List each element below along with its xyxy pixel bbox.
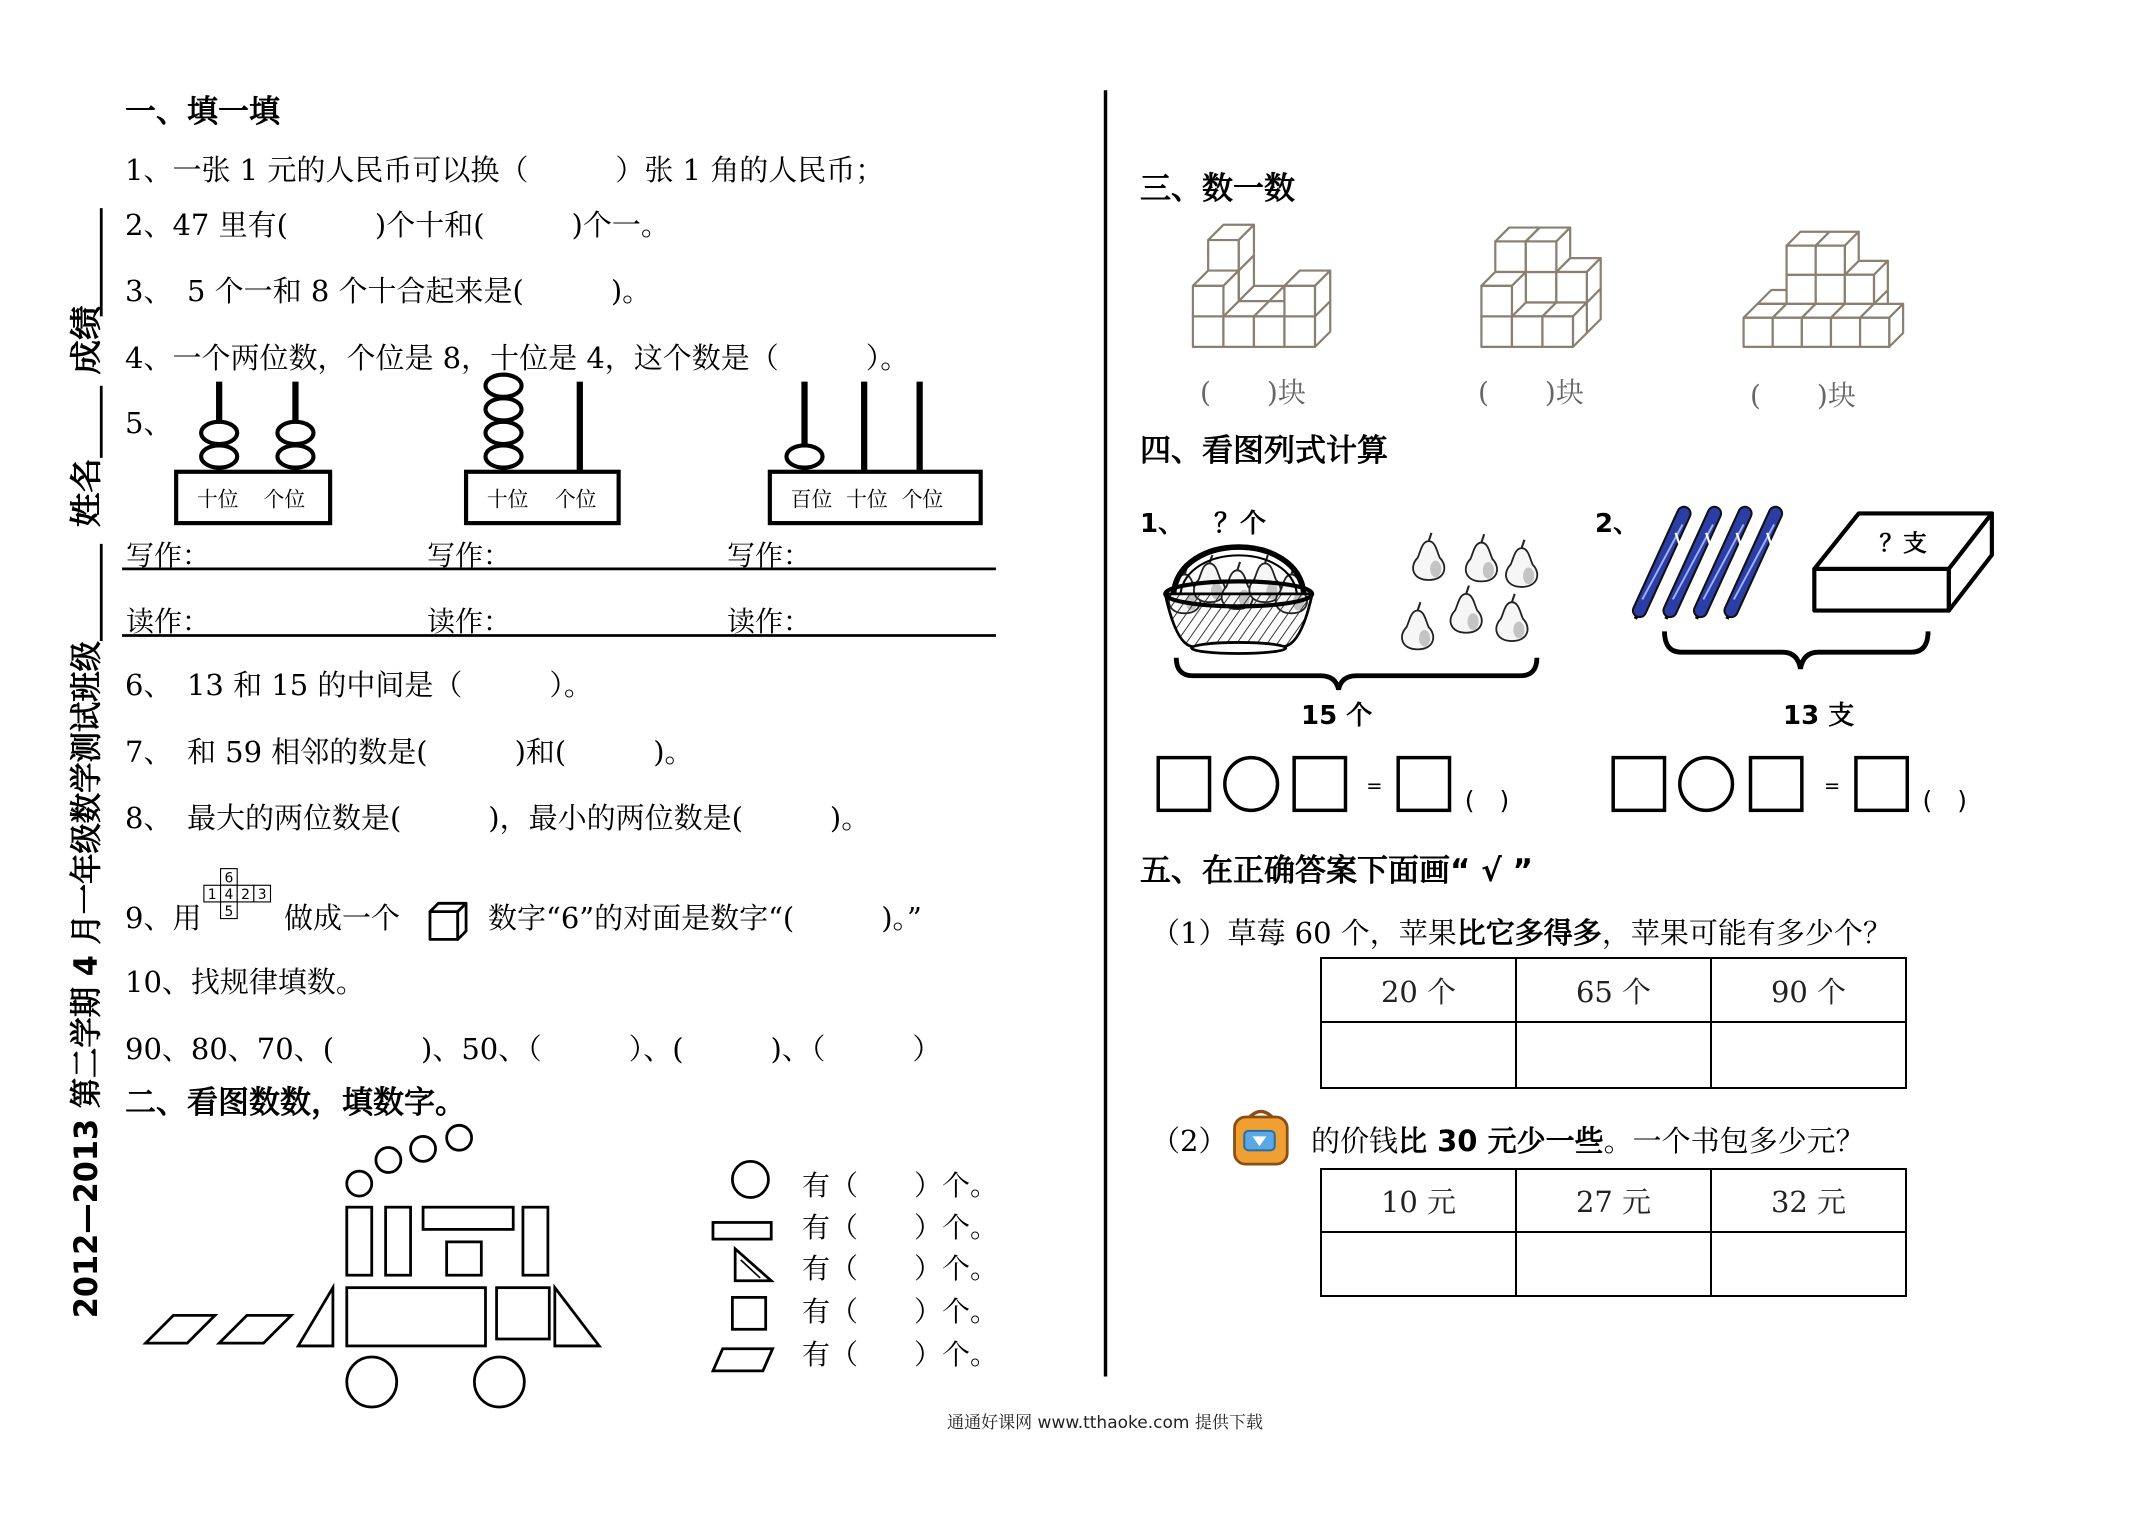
- cube-block: [1526, 228, 1570, 272]
- abacus-place-label: 十位: [846, 487, 888, 512]
- abacus: [466, 375, 619, 523]
- answer-box: [1294, 758, 1345, 811]
- write-label: 写作：: [126, 539, 211, 572]
- question-3: 3、 5 个一和 8 个十合起来是( )。: [125, 274, 652, 308]
- smoke-circle: [347, 1171, 372, 1196]
- abacus-place-label: 十位: [486, 487, 529, 512]
- question-10: 10、找规律填数。: [125, 965, 365, 999]
- pear-icon: [1451, 586, 1482, 633]
- net-digit: 2: [241, 887, 250, 904]
- option-cell: 27 元: [1516, 1169, 1711, 1232]
- question-9-lead: 9、用: [125, 901, 202, 935]
- net-digit: 5: [224, 903, 234, 920]
- choice-question-2-mid: 的价钱: [1311, 1124, 1399, 1158]
- choice-table-2: [1320, 1168, 1907, 1297]
- cube-block: [1816, 232, 1859, 275]
- rectangle-icon: [713, 1222, 771, 1239]
- abacus-place-label: 个位: [901, 487, 944, 512]
- abacus-figures: [176, 375, 981, 523]
- answer-box: [1398, 758, 1449, 811]
- side-score-label: 成绩: [67, 310, 106, 375]
- square-icon: [732, 1297, 765, 1329]
- choice-question-1-emphasis: 比它多得多: [1456, 916, 1602, 950]
- answer-box: [1751, 758, 1802, 811]
- answer-cell: [1516, 1022, 1711, 1088]
- net-digit: 1: [207, 887, 217, 904]
- abacus-bead: [485, 422, 521, 444]
- choice-question-2-number: （2）: [1151, 1124, 1228, 1158]
- abacus-bead: [277, 445, 313, 467]
- cube-icon: [430, 903, 466, 939]
- choice-question-2-post: 。一个书包多少元？: [1603, 1124, 1865, 1158]
- brace-1: [1176, 658, 1537, 690]
- pear-icon: [1413, 533, 1444, 580]
- equation-row-2: [1613, 758, 1907, 811]
- cube-block: [1542, 302, 1586, 346]
- abacus-place-label: 个位: [554, 487, 597, 512]
- equals-sign: =: [1824, 774, 1841, 798]
- cube-stacks: [1193, 225, 1903, 347]
- write-label: 写作：: [727, 539, 812, 572]
- cube-stack: [1481, 228, 1600, 347]
- question-9-tail: 数字“6”的对面是数字“( )。”: [488, 901, 922, 935]
- smoke-circle: [376, 1148, 401, 1173]
- read-label: 读作：: [126, 605, 211, 638]
- abacus-bead: [786, 445, 822, 467]
- shape-train-figure: [146, 1125, 600, 1407]
- answer-box: [1856, 758, 1907, 811]
- side-name-label: 姓名: [67, 463, 106, 528]
- option-cell: 20 个: [1321, 958, 1516, 1022]
- question-7: 7、 和 59 相邻的数是( )和( )。: [125, 735, 694, 769]
- wheel-circle: [474, 1357, 524, 1407]
- abacus-place-label: 百位: [790, 487, 833, 512]
- front-triangle: [298, 1288, 333, 1346]
- question-9-mid: 做成一个: [284, 901, 401, 935]
- smoke-circle: [411, 1136, 436, 1161]
- count-line-circle: 有（ ）个。: [802, 1169, 999, 1202]
- equation-row-1: [1158, 758, 1449, 811]
- write-label: 写作：: [427, 539, 512, 572]
- answer-row: [1321, 1232, 1906, 1296]
- pens-figure: [1635, 513, 1775, 618]
- choice-question-1-post: ，苹果可能有多少个？: [1601, 916, 1892, 950]
- window-square: [447, 1242, 482, 1275]
- question-6: 6、 13 和 15 的中间是（ ）。: [125, 668, 593, 702]
- answer-cell: [1516, 1232, 1711, 1296]
- answer-row: [1321, 1022, 1906, 1088]
- box-unknown-label: ？支: [1879, 528, 1927, 557]
- parallelogram-icon: [713, 1349, 773, 1371]
- cube-count-blank: ( )块: [1478, 376, 1584, 409]
- option-cell: 65 个: [1516, 958, 1711, 1022]
- cube-count-blank: ( )块: [1750, 379, 1856, 412]
- chimney-rect: [386, 1207, 411, 1275]
- body-rect: [347, 1288, 486, 1346]
- cab-rect: [523, 1207, 548, 1275]
- answer-box: [1158, 758, 1209, 811]
- option-cell: 10 元: [1321, 1169, 1516, 1232]
- section-3-title: 三、数一数: [1140, 171, 1295, 207]
- cube-count-blank: ( )块: [1200, 376, 1306, 409]
- back-triangle: [555, 1288, 599, 1346]
- problem-1-unknown: ？个: [1214, 509, 1267, 539]
- cube-stack: [1193, 225, 1330, 347]
- track-parallelogram: [219, 1315, 291, 1343]
- question-2: 2、47 里有( )个十和( )个一。: [125, 208, 670, 242]
- unit-parens: ( ): [1922, 785, 1967, 815]
- count-line-square: 有（ ）个。: [802, 1295, 999, 1328]
- cube-block: [1208, 225, 1254, 271]
- problem-1-number: 1、: [1140, 509, 1185, 539]
- problem-2-number: 2、: [1595, 509, 1640, 539]
- loose-pears: [1402, 533, 1537, 650]
- choice-question-2-emphasis: 比 30 元少一些: [1398, 1124, 1604, 1158]
- answer-cell: [1711, 1232, 1906, 1296]
- option-cell: 32 元: [1711, 1169, 1906, 1232]
- pear-icon: [1466, 534, 1497, 581]
- side-margin: [67, 208, 105, 1318]
- chimney-rect: [347, 1207, 372, 1275]
- brace-2: [1665, 631, 1929, 668]
- read-label: 读作：: [727, 605, 812, 638]
- problem-2-total: 13 支: [1783, 701, 1855, 731]
- shape-key: [713, 1161, 773, 1371]
- abacus-place-label: 十位: [196, 487, 239, 512]
- triangle-icon: [735, 1249, 771, 1281]
- operator-circle: [1225, 758, 1278, 811]
- question-1: 1、一张 1 元的人民币可以换（ ）张 1 角的人民币；: [125, 153, 885, 187]
- abacus-place-label: 个位: [263, 487, 306, 512]
- cube-stack: [1744, 232, 1904, 347]
- cube-block: [1860, 304, 1903, 347]
- cube-block: [1284, 271, 1330, 317]
- net-digit: 4: [224, 887, 234, 904]
- choice-question-2: [1311, 1121, 1865, 1161]
- cube-block: [1193, 271, 1239, 317]
- answer-cell: [1321, 1232, 1516, 1296]
- pear-icon: [1402, 602, 1433, 649]
- read-label: 读作：: [427, 605, 512, 638]
- question-8: 8、 最大的两位数是( )，最小的两位数是( )。: [125, 801, 871, 835]
- abacus: [770, 382, 981, 524]
- section-2-title: 二、看图数数，填数字。: [125, 1085, 466, 1121]
- number-series: 90、80、70、( )、50、（ ）、( )、（ ）: [125, 1032, 942, 1066]
- track-parallelogram: [146, 1315, 215, 1343]
- choice-question-1: [1151, 913, 1892, 953]
- section-1-title: 一、填一填: [125, 94, 280, 130]
- side-title: 2012—2013 第二学期 4 月一年级数学测试班级: [67, 606, 106, 1319]
- abacus-bead: [201, 422, 237, 444]
- section-5-title: 五、在正确答案下面画“ √ ”: [1140, 853, 1534, 889]
- answer-box: [1613, 758, 1664, 811]
- wheel-circle: [347, 1357, 397, 1407]
- footer-credit: 通通好课网 www.tthaoke.com 提供下载: [947, 1413, 1263, 1433]
- abacus-bead: [277, 422, 313, 444]
- choice-table-1: [1320, 957, 1907, 1089]
- circle-icon: [732, 1161, 768, 1197]
- count-line-triangle: 有（ ）个。: [802, 1252, 999, 1285]
- answer-cell: [1321, 1022, 1516, 1088]
- net-digit: 3: [257, 887, 267, 904]
- choice-question-1-pre: （1）草莓 60 个，苹果: [1151, 916, 1457, 950]
- abacus-bead: [485, 445, 521, 467]
- operator-circle: [1680, 758, 1733, 811]
- pear-icon: [1506, 540, 1537, 587]
- roof-bar: [423, 1207, 513, 1229]
- rear-square: [497, 1288, 550, 1339]
- problem-1-total: 15 个: [1301, 701, 1373, 731]
- smoke-circle: [447, 1125, 472, 1150]
- abacus: [176, 382, 330, 524]
- question-5: 5、: [125, 406, 173, 440]
- section-4-title: 四、看图列式计算: [1140, 433, 1388, 469]
- option-row: [1321, 958, 1906, 1022]
- abacus-bead: [201, 445, 237, 467]
- question-4: 4、一个两位数，个位是 8，十位是 4，这个数是（ ）。: [125, 341, 910, 375]
- option-row: [1321, 1169, 1906, 1232]
- count-line-parallelogram: 有（ ）个。: [802, 1338, 999, 1371]
- cube-block: [1481, 272, 1525, 316]
- net-digit: 6: [224, 870, 234, 887]
- option-cell: 90 个: [1711, 958, 1906, 1022]
- backpack-icon: [1235, 1111, 1288, 1164]
- pear-icon: [1496, 594, 1527, 641]
- abacus-bead: [485, 398, 521, 420]
- count-line-rectangle: 有（ ）个。: [802, 1211, 999, 1244]
- equals-sign: =: [1366, 774, 1383, 798]
- unit-parens: ( ): [1464, 785, 1510, 815]
- answer-cell: [1711, 1022, 1906, 1088]
